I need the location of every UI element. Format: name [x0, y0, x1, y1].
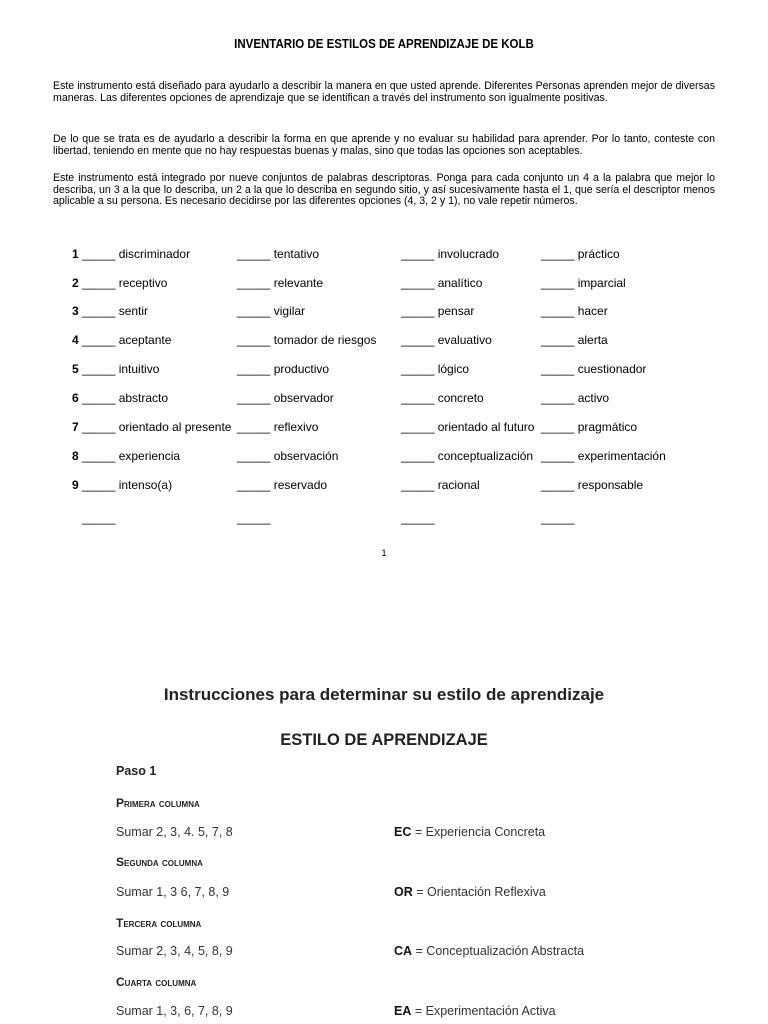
step-label: Paso 1: [116, 764, 157, 778]
word-set-row: [0, 304, 768, 320]
word-option[interactable]: _____ pragmático: [541, 420, 638, 434]
word-option[interactable]: _____ lógico: [401, 362, 470, 376]
row-number: 8: [72, 449, 79, 463]
word-option[interactable]: _____ involucrado: [401, 247, 500, 261]
style-code: OR: [394, 885, 413, 899]
style-description: = Experiencia Concreta: [411, 825, 546, 839]
word-option[interactable]: _____ evaluativo: [401, 333, 492, 347]
word-option[interactable]: _____ orientado al presente: [82, 420, 232, 434]
style-definition: [394, 1004, 556, 1018]
word-option[interactable]: _____ racional: [401, 478, 480, 492]
sum-instruction: Sumar 2, 3, 4, 5, 8, 9: [116, 944, 233, 958]
word-set-row: [0, 247, 768, 263]
style-description: = Experimentación Activa: [411, 1004, 556, 1018]
word-option[interactable]: _____ productivo: [237, 362, 330, 376]
intro-paragraph-1: Este instrumento está diseñado para ayudarlo a describir la manera en que usted aprende. Diferentes Personas aprenden mejor de diversas maneras. Las diferentes opciones de aprendizaje que se identifican a través del instrumento son igualmente positivas.: [53, 80, 715, 104]
word-option[interactable]: _____ concreto: [401, 391, 484, 405]
word-option[interactable]: _____ práctico: [541, 247, 620, 261]
word-option[interactable]: _____ experiencia: [82, 449, 181, 463]
row-number: 3: [72, 304, 79, 318]
column-heading: Primera columna: [116, 796, 200, 810]
style-description: = Conceptualización Abstracta: [412, 944, 585, 958]
word-option[interactable]: _____ receptivo: [82, 276, 168, 290]
column-heading: Tercera columna: [116, 916, 202, 930]
style-description: = Orientación Reflexiva: [412, 885, 546, 899]
word-option[interactable]: _____ discriminador: [82, 247, 191, 261]
total-blank[interactable]: _____: [401, 511, 435, 525]
word-option[interactable]: _____ conceptualización: [401, 449, 534, 463]
sum-instruction: Sumar 2, 3, 4. 5, 7, 8: [116, 825, 233, 839]
word-option[interactable]: _____ observador: [237, 391, 334, 405]
word-option[interactable]: _____ analítico: [401, 276, 483, 290]
column-heading: Cuarta columna: [116, 975, 197, 989]
style-subheading: ESTILO DE APRENDIZAJE: [280, 731, 488, 749]
word-option[interactable]: _____ reflexivo: [237, 420, 319, 434]
word-option[interactable]: _____ hacer: [541, 304, 608, 318]
word-option[interactable]: _____ pensar: [401, 304, 475, 318]
word-option[interactable]: _____ reservado: [237, 478, 328, 492]
intro-paragraph-3: Este instrumento está integrado por nueve conjuntos de palabras descriptoras. Ponga para cada conjunto un 4 a la palabra que mejor lo describa, un 3 a la que lo describa, un 2 a la que lo describa en segundo sitio, y así sucesivamente hasta el 1, que sería el descriptor menos aplicable a su persona. Es necesario decidirse por las diferentes opciones (4, 3, 2 y 1), no vale repetir números.: [53, 172, 715, 208]
word-option[interactable]: _____ intenso(a): [82, 478, 173, 492]
style-definition: [394, 885, 546, 899]
style-definition: [394, 825, 545, 839]
totals-row: [0, 511, 768, 527]
word-option[interactable]: _____ imparcial: [541, 276, 626, 290]
row-number: 5: [72, 362, 79, 376]
row-number: 4: [72, 333, 79, 347]
word-option[interactable]: _____ cuestionador: [541, 362, 647, 376]
style-code: CA: [394, 944, 413, 958]
style-code: EA: [394, 1004, 412, 1018]
word-set-row: [0, 276, 768, 292]
word-option[interactable]: _____ alerta: [541, 333, 608, 347]
page-number: 1: [381, 548, 387, 558]
word-option[interactable]: _____ responsable: [541, 478, 644, 492]
word-option[interactable]: _____ relevante: [237, 276, 324, 290]
word-option[interactable]: _____ observación: [237, 449, 339, 463]
sum-instruction: Sumar 1, 3, 6, 7, 8, 9: [116, 1004, 233, 1018]
style-code: EC: [394, 825, 412, 839]
word-option[interactable]: _____ abstracto: [82, 391, 169, 405]
word-option[interactable]: _____ sentir: [82, 304, 149, 318]
column-heading: Segunda columna: [116, 855, 203, 869]
word-set-row: [0, 391, 768, 407]
word-option[interactable]: _____ experimentación: [541, 449, 666, 463]
word-set-row: [0, 362, 768, 378]
document-title: INVENTARIO DE ESTILOS DE APRENDIZAJE DE KOLB: [234, 37, 534, 51]
row-number: 6: [72, 391, 79, 405]
row-number: 7: [72, 420, 79, 434]
intro-paragraph-2: De lo que se trata es de ayudarlo a describir la forma en que aprende y no evaluar su habilidad para aprender. Por lo tanto, conteste con libertad, teniendo en mente que no hay respuestas buenas y malas, sino que todas las opciones son aceptables.: [53, 133, 715, 157]
word-option[interactable]: _____ tomador de riesgos: [237, 333, 377, 347]
word-set-row: [0, 478, 768, 494]
word-option[interactable]: _____ aceptante: [82, 333, 172, 347]
word-option[interactable]: _____ vigilar: [237, 304, 306, 318]
word-set-row: [0, 449, 768, 465]
row-number: 9: [72, 478, 79, 492]
row-number: 1: [72, 247, 79, 261]
word-option[interactable]: _____ tentativo: [237, 247, 320, 261]
total-blank[interactable]: _____: [541, 511, 575, 525]
word-option[interactable]: _____ activo: [541, 391, 610, 405]
sum-instruction: Sumar 1, 3 6, 7, 8, 9: [116, 885, 230, 899]
word-set-row: [0, 420, 768, 436]
word-set-row: [0, 333, 768, 349]
instructions-heading: Instrucciones para determinar su estilo de aprendizaje: [163, 685, 605, 704]
total-blank[interactable]: _____: [237, 511, 271, 525]
style-definition: [394, 944, 584, 958]
word-option[interactable]: _____ intuitivo: [82, 362, 160, 376]
word-option[interactable]: _____ orientado al futuro: [401, 420, 535, 434]
total-blank[interactable]: _____: [82, 511, 116, 525]
row-number: 2: [72, 276, 79, 290]
